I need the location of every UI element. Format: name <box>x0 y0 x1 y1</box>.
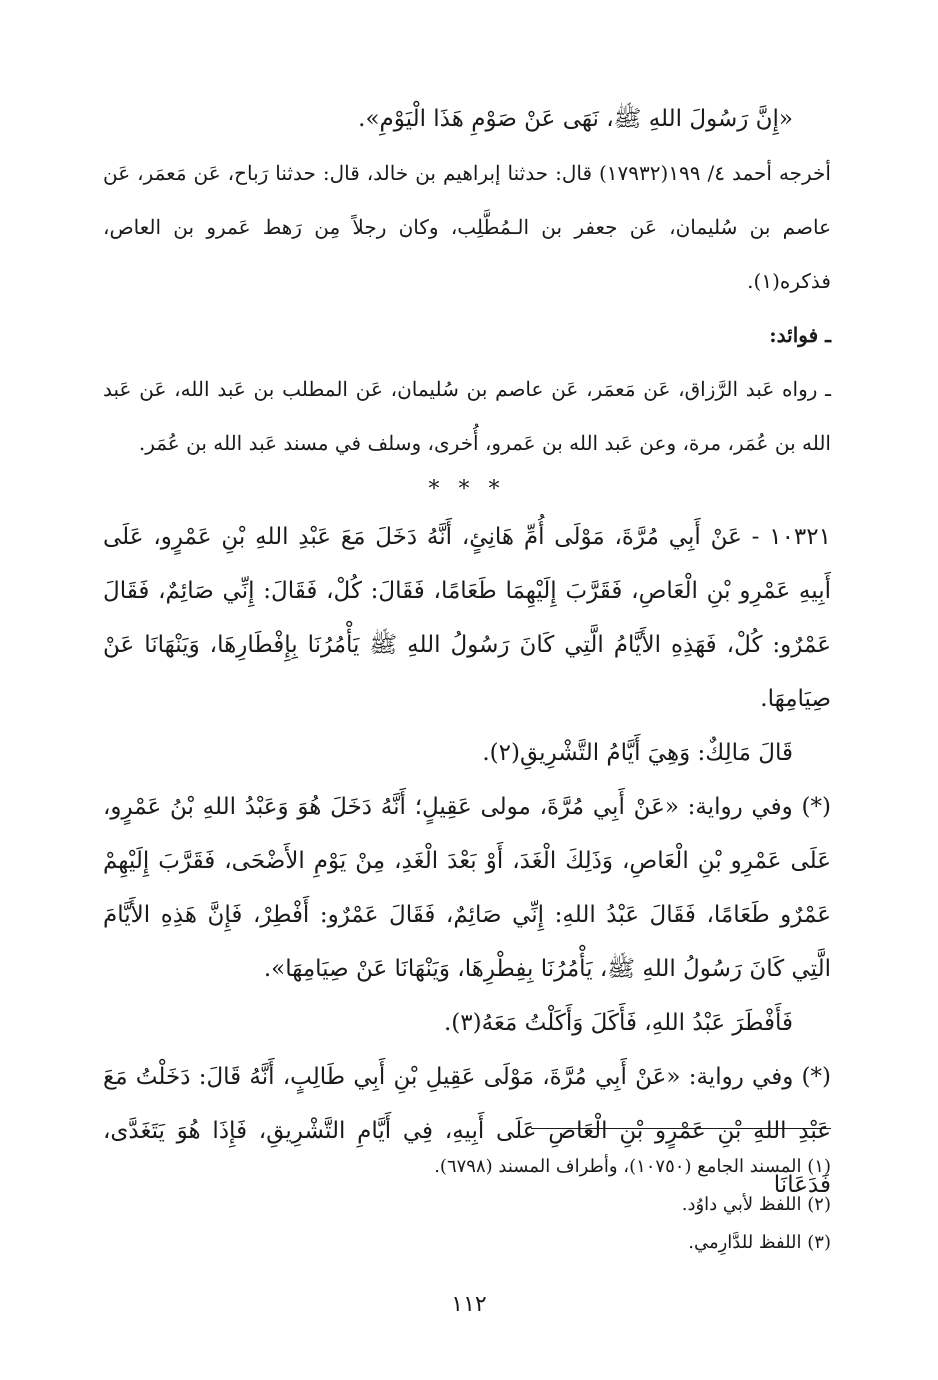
section-heading-fawaid: ـ فوائد: <box>769 323 831 347</box>
riwaya-ending: فَأَفْطَرَ عَبْدُ اللهِ، فَأَكَلَ وَأَكَلْتُ مَعَهُ(٣). <box>443 1010 793 1036</box>
footnotes <box>231 1148 831 1262</box>
hadith-text: «إِنَّ رَسُولَ اللهِ ﷺ، نَهَى عَنْ صَوْمِ هَذَا الْيَوْمِ». <box>358 106 793 132</box>
section-divider: * * * <box>428 477 506 502</box>
footnote-1: (١) المسند الجامع (١٠٧٥٠)، وأطراف المسند (٦٧٩٨). <box>434 1156 831 1177</box>
riwaya-paragraph-2: (*) وفي رواية: «عَنْ أَبِي مُرَّةَ، مَوْلَى عَقِيلِ بْنِ أَبِي طَالِبٍ، أَنَّهُ قَالَ: دَخَلْتُ مَعَ عَبْدِ اللهِ بْنِ عَمْرٍو بْنِ الْعَاصِ عَلَى أَبِيهِ، فِي أَيَّامِ التَّشْرِيقِ، فَإِذَا هُوَ يَتَغَدَّى، فَدَعَانَا <box>103 1064 831 1198</box>
takhrij-paragraph: أخرجه أحمد ٤/ ١٩٩(١٧٩٣٢) قال: حدثنا إبراهيم بن خالد، قال: حدثنا رَباح، عَن مَعمَر، عَن عاصم بن سُليمان، عَن جعفر بن الـمُطَّلِب، وكان رجلاً مِن رَهط عَمرو بن العاص، فذكره(١). <box>103 161 831 293</box>
page-number: ١١٢ <box>451 1292 487 1317</box>
page-body <box>103 92 831 1212</box>
malik-comment: قَالَ مَالِكٌ: وَهِيَ أَيَّامُ التَّشْرِيقِ(٢). <box>482 740 793 766</box>
footnote-3: (٣) اللفظ للدَّارِمي. <box>688 1232 831 1253</box>
footnote-separator <box>531 1128 831 1129</box>
riwaya-paragraph-1: (*) وفي رواية: «عَنْ أَبِي مُرَّةَ، مولى عَقِيلٍ؛ أَنَّهُ دَخَلَ هُوَ وَعَبْدُ اللهِ بْنُ عَمْرٍو، عَلَى عَمْرِو بْنِ الْعَاصِ، وَذَلِكَ الْغَدَ، أَوْ بَعْدَ الْغَدِ، مِنْ يَوْمِ الأَضْحَى، فَقَرَّبَ إِلَيْهِمْ عَمْرٌو طَعَامًا، فَقَالَ عَبْدُ اللهِ: إِنِّي صَائِمٌ، فَقَالَ عَمْرٌو: أَفْطِرْ، فَإِنَّ هَذِهِ الأَيَّامَ الَّتِي كَانَ رَسُولُ اللهِ ﷺ، يَأْمُرُنَا بِفِطْرِهَا، وَيَنْهَانَا عَنْ صِيَامِهَا». <box>103 794 831 982</box>
hadith-10321: ١٠٣٢١ - عَنْ أَبِي مُرَّةَ، مَوْلَى أُمِّ هَانِئٍ، أَنَّهُ دَخَلَ مَعَ عَبْدِ اللهِ بْنِ عَمْرٍو، عَلَى أَبِيهِ عَمْرِو بْنِ الْعَاصِ، فَقَرَّبَ إِلَيْهِمَا طَعَامًا، فَقَالَ: كُلْ، فَقَالَ: إِنِّي صَائِمٌ، فَقَالَ عَمْرٌو: كُلْ، فَهَذِهِ الأَيَّامُ الَّتِي كَانَ رَسُولُ اللهِ ﷺ يَأْمُرُنَا بِإِفْطَارِهَا، وَيَنْهَانَا عَنْ صِيَامِهَا. <box>103 524 831 712</box>
fawaid-paragraph: ـ رواه عَبد الرَّزاق، عَن مَعمَر، عَن عاصم بن سُليمان، عَن المطلب بن عَبد الله، عَن عَبد الله بن عُمَر، مرة، وعن عَبد الله بن عَمرو، أُخرى، وسلف في مسند عَبد الله بن عُمَر. <box>103 377 831 455</box>
footnote-2: (٢) اللفظ لأبي داوُد. <box>681 1194 831 1215</box>
